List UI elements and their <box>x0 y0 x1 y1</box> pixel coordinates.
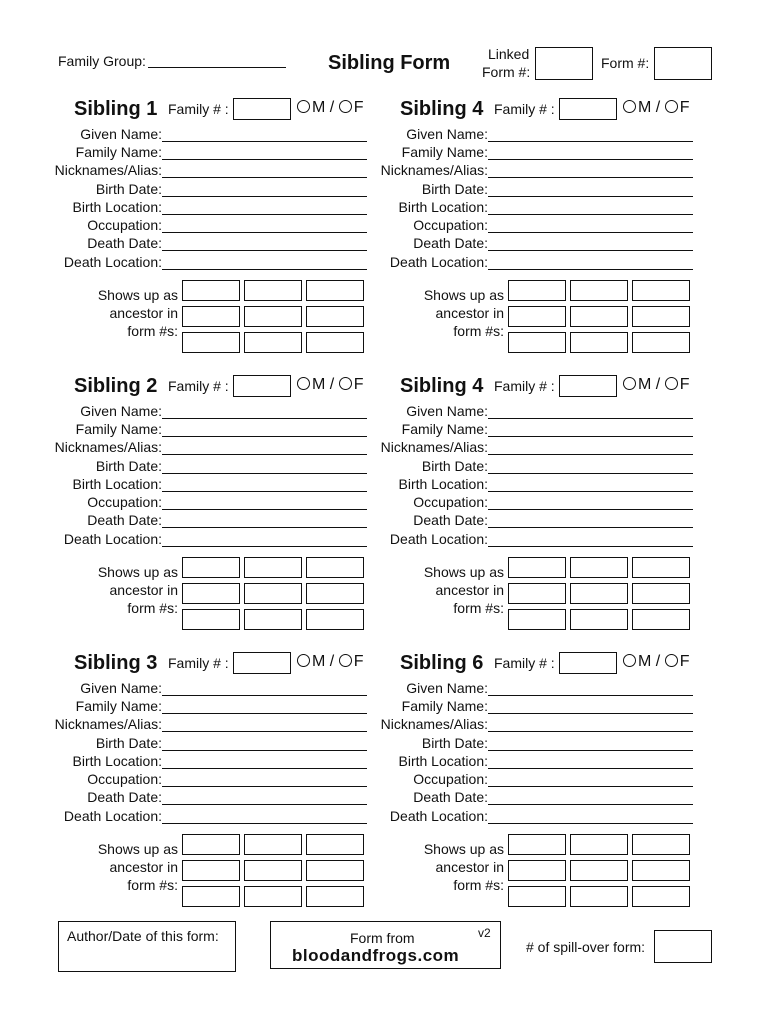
ancestor-form-cell[interactable] <box>244 306 302 327</box>
field-line[interactable] <box>488 269 693 270</box>
male-checkbox[interactable] <box>297 100 310 113</box>
ancestor-form-cell[interactable] <box>182 609 240 630</box>
field-label: Occupation: <box>413 771 488 787</box>
shows-up-line-3: form #s: <box>127 323 178 339</box>
shows-up-line-2: ancestor in <box>435 859 504 875</box>
field-label: Death Date: <box>87 235 162 251</box>
ancestor-form-cell[interactable] <box>306 583 364 604</box>
field-label: Birth Location: <box>398 476 488 492</box>
ancestor-form-cell[interactable] <box>306 609 364 630</box>
ancestor-form-cell[interactable] <box>508 834 566 855</box>
spillover-box[interactable] <box>654 930 712 963</box>
field-line[interactable] <box>162 269 367 270</box>
ancestor-form-cell[interactable] <box>632 609 690 630</box>
ancestor-form-cell[interactable] <box>244 280 302 301</box>
family-number-box[interactable] <box>559 652 617 674</box>
field-label: Occupation: <box>87 494 162 510</box>
female-checkbox[interactable] <box>339 377 352 390</box>
field-line[interactable] <box>162 418 367 419</box>
female-label: F <box>679 99 690 116</box>
linked-label-1: Linked <box>488 46 530 62</box>
field-label: Given Name: <box>80 126 162 142</box>
sibling-title: Sibling 6 <box>400 652 484 674</box>
female-checkbox[interactable] <box>665 654 678 667</box>
field-label: Nicknames/Alias: <box>380 162 488 178</box>
field-line[interactable] <box>488 713 693 714</box>
field-label: Death Location: <box>63 808 162 824</box>
field-line[interactable] <box>488 141 693 142</box>
shows-up-line-3: form #s: <box>127 600 178 616</box>
shows-up-label <box>408 840 504 894</box>
female-checkbox[interactable] <box>339 654 352 667</box>
field-line[interactable] <box>162 786 367 787</box>
field-label: Occupation: <box>87 771 162 787</box>
field-line[interactable] <box>488 823 693 824</box>
female-label: F <box>353 376 364 393</box>
field-label: Death Date: <box>413 235 488 251</box>
field-line[interactable] <box>488 232 693 233</box>
sex-separator: / <box>655 376 661 393</box>
ancestor-form-cell[interactable] <box>244 583 302 604</box>
male-checkbox[interactable] <box>297 377 310 390</box>
female-checkbox[interactable] <box>665 100 678 113</box>
ancestor-form-cell[interactable] <box>632 583 690 604</box>
family-number-box[interactable] <box>233 98 291 120</box>
field-label: Birth Date: <box>95 181 162 197</box>
male-label: M <box>312 376 326 393</box>
page-title: Sibling Form <box>328 52 451 74</box>
field-line[interactable] <box>162 436 367 437</box>
field-label: Birth Location: <box>72 476 162 492</box>
ancestor-form-cell[interactable] <box>306 280 364 301</box>
male-label: M <box>638 99 652 116</box>
shows-up-line-1: Shows up as <box>97 841 178 857</box>
ancestor-form-cell[interactable] <box>570 860 628 881</box>
ancestor-form-cell[interactable] <box>632 280 690 301</box>
shows-up-line-3: form #s: <box>453 600 504 616</box>
shows-up-line-3: form #s: <box>127 877 178 893</box>
shows-up-line-1: Shows up as <box>423 564 504 580</box>
field-line[interactable] <box>488 473 693 474</box>
ancestor-form-cell[interactable] <box>570 306 628 327</box>
field-line[interactable] <box>162 141 367 142</box>
ancestor-form-grid <box>508 834 691 908</box>
field-line[interactable] <box>488 159 693 160</box>
field-label: Death Location: <box>63 254 162 270</box>
ancestor-form-cell[interactable] <box>182 860 240 881</box>
sibling-section <box>378 652 708 922</box>
field-label: Family Name: <box>401 144 488 160</box>
field-label: Birth Location: <box>72 753 162 769</box>
field-label: Death Date: <box>413 789 488 805</box>
ancestor-form-cell[interactable] <box>508 280 566 301</box>
ancestor-form-cell[interactable] <box>182 583 240 604</box>
field-line[interactable] <box>162 804 367 805</box>
ancestor-form-cell[interactable] <box>508 583 566 604</box>
field-line[interactable] <box>162 695 367 696</box>
sex-separator: / <box>329 653 335 670</box>
field-line[interactable] <box>162 491 367 492</box>
field-line[interactable] <box>488 786 693 787</box>
ancestor-form-cell[interactable] <box>632 557 690 578</box>
field-line[interactable] <box>488 527 693 528</box>
field-label: Birth Location: <box>398 753 488 769</box>
female-label: F <box>353 99 364 116</box>
field-line[interactable] <box>488 804 693 805</box>
male-label: M <box>638 653 652 670</box>
field-label: Family Name: <box>75 421 162 437</box>
sibling-title: Sibling 1 <box>74 98 158 120</box>
field-label: Occupation: <box>413 217 488 233</box>
sibling-section <box>52 98 382 368</box>
sex-options <box>297 99 363 117</box>
field-label: Given Name: <box>80 403 162 419</box>
ancestor-form-cell[interactable] <box>508 557 566 578</box>
family-group-label: Family Group: <box>58 53 146 69</box>
shows-up-label <box>82 840 178 894</box>
field-label: Death Date: <box>87 789 162 805</box>
sibling-section <box>378 375 708 645</box>
field-line[interactable] <box>488 491 693 492</box>
form-from-box <box>270 921 501 969</box>
shows-up-label <box>408 563 504 617</box>
male-label: M <box>312 99 326 116</box>
ancestor-form-cell[interactable] <box>570 280 628 301</box>
ancestor-form-cell[interactable] <box>508 332 566 353</box>
ancestor-form-cell[interactable] <box>244 860 302 881</box>
shows-up-line-3: form #s: <box>453 323 504 339</box>
field-line[interactable] <box>488 546 693 547</box>
field-line[interactable] <box>162 454 367 455</box>
sex-separator: / <box>655 653 661 670</box>
field-label: Occupation: <box>413 494 488 510</box>
ancestor-form-cell[interactable] <box>182 280 240 301</box>
ancestor-form-cell[interactable] <box>182 332 240 353</box>
field-line[interactable] <box>162 823 367 824</box>
site-name: bloodandfrogs.com <box>292 946 460 965</box>
ancestor-form-cell[interactable] <box>306 332 364 353</box>
family-number-box[interactable] <box>233 375 291 397</box>
field-line[interactable] <box>162 731 367 732</box>
ancestor-form-cell[interactable] <box>632 886 690 907</box>
field-line[interactable] <box>162 232 367 233</box>
field-line[interactable] <box>488 177 693 178</box>
field-line[interactable] <box>162 546 367 547</box>
family-number-box[interactable] <box>233 652 291 674</box>
shows-up-line-2: ancestor in <box>435 305 504 321</box>
sex-options <box>623 653 689 671</box>
shows-up-label <box>82 563 178 617</box>
family-number-label: Family # : <box>494 378 555 394</box>
ancestor-form-cell[interactable] <box>508 860 566 881</box>
ancestor-form-cell[interactable] <box>182 834 240 855</box>
ancestor-form-cell[interactable] <box>632 306 690 327</box>
field-line[interactable] <box>488 196 693 197</box>
author-date-label: Author/Date of this form: <box>67 928 219 944</box>
ancestor-form-grid <box>508 280 691 354</box>
ancestor-form-cell[interactable] <box>508 609 566 630</box>
field-line[interactable] <box>488 454 693 455</box>
ancestor-form-cell[interactable] <box>570 332 628 353</box>
field-label: Occupation: <box>87 217 162 233</box>
ancestor-form-cell[interactable] <box>306 860 364 881</box>
sex-options <box>297 653 363 671</box>
family-number-box[interactable] <box>559 375 617 397</box>
field-line[interactable] <box>162 713 367 714</box>
ancestor-form-cell[interactable] <box>244 609 302 630</box>
ancestor-form-cell[interactable] <box>244 834 302 855</box>
ancestor-form-cell[interactable] <box>306 557 364 578</box>
male-label: M <box>638 376 652 393</box>
ancestor-form-cell[interactable] <box>570 886 628 907</box>
field-label: Family Name: <box>75 698 162 714</box>
field-label: Given Name: <box>406 126 488 142</box>
sibling-title: Sibling 4 <box>400 98 484 120</box>
author-date-box[interactable] <box>58 921 236 972</box>
sex-options <box>623 376 689 394</box>
field-line[interactable] <box>488 436 693 437</box>
female-label: F <box>353 653 364 670</box>
field-label: Birth Date: <box>95 458 162 474</box>
shows-up-line-1: Shows up as <box>423 841 504 857</box>
field-line[interactable] <box>488 214 693 215</box>
ancestor-form-cell[interactable] <box>244 557 302 578</box>
version-label: v2 <box>478 926 491 940</box>
shows-up-line-1: Shows up as <box>97 564 178 580</box>
ancestor-form-cell[interactable] <box>632 860 690 881</box>
linked-label-2: Form #: <box>482 64 531 80</box>
field-line[interactable] <box>488 250 693 251</box>
male-label: M <box>312 653 326 670</box>
ancestor-form-cell[interactable] <box>508 886 566 907</box>
field-line[interactable] <box>488 695 693 696</box>
ancestor-form-cell[interactable] <box>182 886 240 907</box>
field-line[interactable] <box>488 731 693 732</box>
field-label: Birth Location: <box>398 199 488 215</box>
shows-up-label <box>408 286 504 340</box>
ancestor-form-cell[interactable] <box>244 332 302 353</box>
shows-up-line-2: ancestor in <box>109 305 178 321</box>
field-line[interactable] <box>162 750 367 751</box>
field-line[interactable] <box>162 509 367 510</box>
field-label: Birth Date: <box>421 181 488 197</box>
ancestor-form-grid <box>182 280 365 354</box>
ancestor-form-cell[interactable] <box>306 306 364 327</box>
sibling-title: Sibling 2 <box>74 375 158 397</box>
field-label: Family Name: <box>401 421 488 437</box>
shows-up-line-3: form #s: <box>453 877 504 893</box>
shows-up-line-1: Shows up as <box>423 287 504 303</box>
field-line[interactable] <box>162 768 367 769</box>
sex-separator: / <box>329 376 335 393</box>
shows-up-line-2: ancestor in <box>435 582 504 598</box>
shows-up-line-1: Shows up as <box>97 287 178 303</box>
field-line[interactable] <box>162 177 367 178</box>
field-label: Birth Date: <box>421 458 488 474</box>
field-line[interactable] <box>162 159 367 160</box>
sibling-title: Sibling 3 <box>74 652 158 674</box>
field-line[interactable] <box>162 527 367 528</box>
field-line[interactable] <box>488 750 693 751</box>
field-label: Death Location: <box>389 808 488 824</box>
ancestor-form-cell[interactable] <box>570 557 628 578</box>
sex-separator: / <box>655 99 661 116</box>
field-label: Nicknames/Alias: <box>54 162 162 178</box>
field-label: Death Date: <box>87 512 162 528</box>
ancestor-form-cell[interactable] <box>182 306 240 327</box>
field-line[interactable] <box>162 214 367 215</box>
ancestor-form-cell[interactable] <box>570 609 628 630</box>
field-label: Nicknames/Alias: <box>54 439 162 455</box>
ancestor-form-grid <box>508 557 691 631</box>
ancestor-form-cell[interactable] <box>570 583 628 604</box>
male-checkbox[interactable] <box>623 100 636 113</box>
shows-up-label <box>82 286 178 340</box>
ancestor-form-cell[interactable] <box>632 834 690 855</box>
shows-up-line-2: ancestor in <box>109 859 178 875</box>
ancestor-form-cell[interactable] <box>306 886 364 907</box>
field-line[interactable] <box>488 768 693 769</box>
field-label: Given Name: <box>406 680 488 696</box>
sex-options <box>623 99 689 117</box>
field-label: Birth Location: <box>72 199 162 215</box>
ancestor-form-cell[interactable] <box>244 886 302 907</box>
field-label: Family Name: <box>75 144 162 160</box>
family-number-label: Family # : <box>168 101 229 117</box>
field-label: Nicknames/Alias: <box>380 439 488 455</box>
female-checkbox[interactable] <box>339 100 352 113</box>
ancestor-form-grid <box>182 834 365 908</box>
shows-up-line-2: ancestor in <box>109 582 178 598</box>
ancestor-form-cell[interactable] <box>570 834 628 855</box>
ancestor-form-cell[interactable] <box>508 306 566 327</box>
female-label: F <box>679 653 690 670</box>
field-label: Death Date: <box>413 512 488 528</box>
form-number-label: Form #: <box>601 55 650 71</box>
field-line[interactable] <box>488 509 693 510</box>
male-checkbox[interactable] <box>297 654 310 667</box>
family-number-box[interactable] <box>559 98 617 120</box>
field-line[interactable] <box>162 196 367 197</box>
field-label: Birth Date: <box>95 735 162 751</box>
family-group-field[interactable] <box>148 67 286 68</box>
ancestor-form-grid <box>182 557 365 631</box>
female-label: F <box>679 376 690 393</box>
form-from-label: Form from <box>350 930 415 946</box>
sex-separator: / <box>329 99 335 116</box>
sex-options <box>297 376 363 394</box>
ancestor-form-cell[interactable] <box>182 557 240 578</box>
sibling-title: Sibling 4 <box>400 375 484 397</box>
field-label: Given Name: <box>406 403 488 419</box>
field-label: Given Name: <box>80 680 162 696</box>
linked-form-number-box[interactable] <box>535 47 593 80</box>
ancestor-form-cell[interactable] <box>306 834 364 855</box>
family-number-label: Family # : <box>168 378 229 394</box>
field-line[interactable] <box>488 418 693 419</box>
sibling-section <box>378 98 708 368</box>
field-label: Death Location: <box>389 531 488 547</box>
field-label: Family Name: <box>401 698 488 714</box>
family-number-label: Family # : <box>494 101 555 117</box>
field-line[interactable] <box>162 473 367 474</box>
ancestor-form-cell[interactable] <box>632 332 690 353</box>
field-label: Birth Date: <box>421 735 488 751</box>
form-number-box[interactable] <box>654 47 712 80</box>
field-label: Death Location: <box>389 254 488 270</box>
field-label: Death Location: <box>63 531 162 547</box>
family-number-label: Family # : <box>168 655 229 671</box>
male-checkbox[interactable] <box>623 377 636 390</box>
male-checkbox[interactable] <box>623 654 636 667</box>
female-checkbox[interactable] <box>665 377 678 390</box>
field-label: Nicknames/Alias: <box>380 716 488 732</box>
family-number-label: Family # : <box>494 655 555 671</box>
field-line[interactable] <box>162 250 367 251</box>
spillover-label: # of spill-over form: <box>526 939 646 955</box>
sibling-section <box>52 375 382 645</box>
field-label: Nicknames/Alias: <box>54 716 162 732</box>
sibling-section <box>52 652 382 922</box>
